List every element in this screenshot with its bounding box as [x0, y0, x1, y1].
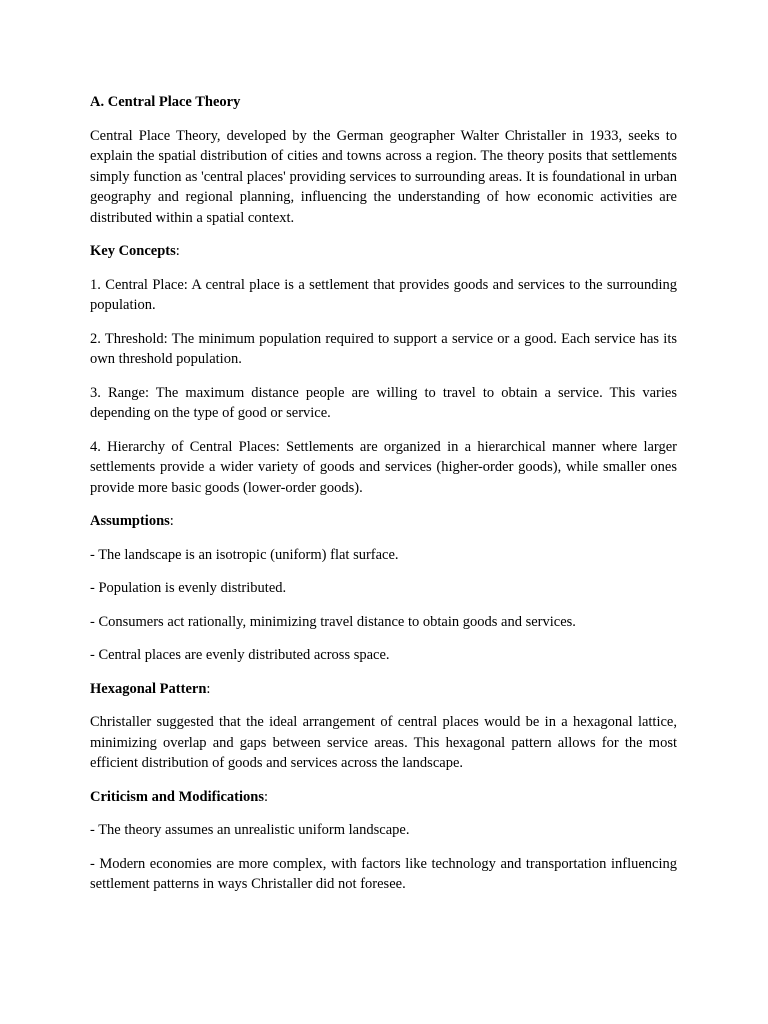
hexagonal-pattern-heading [90, 679, 677, 700]
hexagonal-pattern-colon: : [206, 680, 211, 697]
assumption-item: - Population is evenly distributed. [90, 580, 287, 596]
assumptions-heading [90, 511, 677, 532]
key-concept-item: 3. Range: The maximum distance people are willing to travel to obtain a service. This varies depending on the type of good or service. [90, 384, 677, 421]
criticism-colon: : [264, 788, 269, 805]
assumptions-colon: : [169, 513, 174, 529]
hexagonal-pattern-paragraph: Christaller suggested that the ideal arrangement of central places would be in a hexagonal lattice, minimizing overlap and gaps between service areas. This hexagonal pattern allows for the most efficient distribution of goods and services across the landscape. [90, 714, 677, 771]
key-concepts-heading [90, 241, 677, 262]
key-concept-item: 4. Hierarchy of Central Places: Settlements are organized in a hierarchical manner where larger settlements provide a wider variety of goods and services (higher-order goods), while smaller ones provide more basic goods (lower-order goods). [90, 438, 677, 496]
document-title: A. Central Place Theory [90, 94, 241, 110]
criticism-heading-text: Criticism and Modifications [90, 788, 264, 805]
intro-paragraph: Central Place Theory, developed by the German geographer Walter Christaller in 1933, seeks to explain the spatial distribution of cities and towns across a region. The theory posits that settlements simply function as 'central places' providing services to surrounding areas. It is foundational in urban geography and regional planning, influencing the understanding of how economic activities are distributed within a spatial context. [90, 127, 677, 226]
criticism-item: - Modern economies are more complex, with factors like technology and transportation influencing settlement patterns in ways Christaller did not foresee. [90, 855, 677, 892]
assumption-item: - The landscape is an isotropic (uniform) flat surface. [90, 546, 399, 563]
key-concepts-colon: : [175, 243, 180, 259]
criticism-heading [90, 787, 677, 808]
assumption-item: - Central places are evenly distributed across space. [90, 647, 390, 663]
document-page [90, 92, 677, 908]
assumption-item: - Consumers act rationally, minimizing travel distance to obtain goods and services. [90, 613, 576, 630]
key-concept-item: 2. Threshold: The minimum population required to support a service or a good. Each service has its own threshold population. [90, 330, 677, 367]
hexagonal-pattern-heading-text: Hexagonal Pattern [90, 680, 207, 697]
criticism-item: - The theory assumes an unrealistic uniform landscape. [90, 822, 410, 838]
key-concepts-heading-text: Key Concepts [90, 243, 176, 259]
assumptions-heading-text: Assumptions [90, 513, 170, 529]
key-concept-item: 1. Central Place: A central place is a settlement that provides goods and services to the surrounding population. [90, 276, 677, 313]
